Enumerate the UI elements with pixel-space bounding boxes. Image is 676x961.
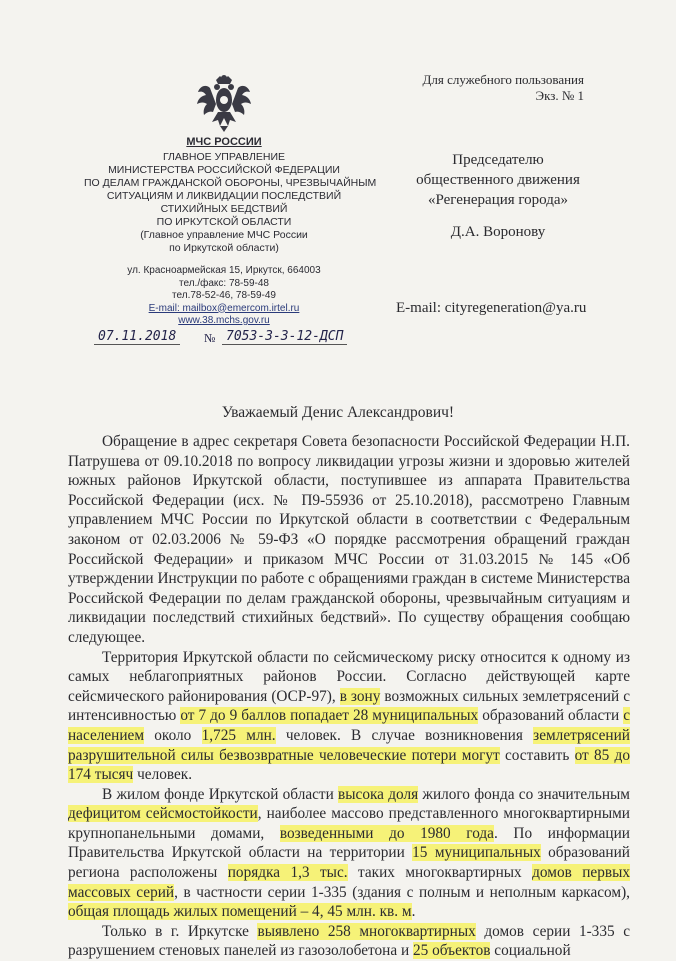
- classification-mark: [423, 72, 584, 104]
- copy-number: Экз. № 1: [535, 88, 584, 103]
- letterhead-website: www.38.mchs.gov.ru: [178, 315, 270, 326]
- highlighted-text: землетрясений разрушительной силы безвозвратные человеческие потери могут: [68, 726, 630, 764]
- text-run: жилого фонда со значительным: [418, 785, 630, 803]
- text-run: составить: [499, 746, 575, 764]
- highlighted-text: домов первых массовых серий: [68, 864, 631, 901]
- text-run: .: [411, 903, 416, 921]
- letterhead-line: ПО ДЕЛАМ ГРАЖДАНСКОЙ ОБОРОНЫ, ЧРЕЗВЫЧАЙНЫМ: [84, 177, 377, 189]
- text-run: В жилом фонде Иркутской области: [102, 785, 339, 803]
- recipient-email: E-mail: cityregeneration@ya.ru: [396, 300, 587, 316]
- text-run: Территория Иркутской области по сейсмическому риску относится к одному из самых неблагоприятных районов России. Согласно действующей карте сейсмического районирования (ОСР-97),: [68, 648, 630, 705]
- recipient-name: Д.А. Воронову: [450, 224, 546, 240]
- text-run: , в частности серии 1-335 (здания с полным и неполным каркасом),: [174, 883, 630, 901]
- highlighted-text: 15 муниципальных: [412, 844, 541, 862]
- reference-number: 7053-3-3-12-ДСП: [222, 329, 347, 345]
- recipient-line: общественного движения: [416, 172, 580, 188]
- text-run: таких многоквартирных: [347, 864, 533, 882]
- text-run: образований области: [478, 707, 624, 725]
- double-headed-eagle-emblem-icon: [194, 70, 254, 134]
- highlighted-text: общая площадь жилых помещений – 4, 45 млн. кв. м: [68, 903, 412, 921]
- greeting: Уважаемый Денис Александрович!: [221, 404, 455, 421]
- letterhead-line: ГЛАВНОЕ УПРАВЛЕНИЕ: [162, 151, 286, 163]
- highlighted-text: дефицитом сейсмостойкости: [68, 805, 258, 823]
- text-run: человек. В случае возникновения: [275, 726, 534, 744]
- text-run: домов серии 1-335 с разрушением стеновых панелей из газозолобетона и: [68, 922, 630, 960]
- recipient-line: «Регенерация города»: [427, 192, 569, 208]
- text-run: человек.: [133, 766, 193, 784]
- reference-line: [94, 329, 394, 351]
- text-run: около: [144, 726, 202, 744]
- text-run: социальной: [490, 942, 571, 960]
- highlighted-text: высока доля: [338, 785, 419, 803]
- text-run: Обращение в адрес секретаря Совета безопасности Российской Федерации Н.П. Патрушева от 09.10.2018 по вопросу ликвидации угрозы жизни и здоровью жителей южных районов Иркутской области, поступившее из аппарата Правительства Российской Федерации (исх. № П9-55936 от 25.10.2018), рассмотрено Главным управлением МЧС России по Иркутской области в соответствии с Федеральным законом от 02.03.2006 № 59-ФЗ «О порядке рассмотрения обращений граждан Российской Федерации» и приказом МЧС России от 31.03.2015 № 145 «Об утверждении Инструкции по работе с обращениями граждан в системе Министерства Российской Федерации по делам гражданской обороны, чрезвычайным ситуациям и ликвидации последствий стихийных бедствий». По существу обращения сообщаю следующее.: [68, 433, 630, 646]
- letterhead-phone-fax: тел./факс: 78-59-48: [179, 277, 269, 289]
- highlighted-text: от 7 до 9 баллов попадает 28 муниципальных: [180, 707, 479, 725]
- letter-body: [68, 432, 630, 961]
- letterhead-line: МИНИСТЕРСТВА РОССИЙСКОЙ ФЕДЕРАЦИИ: [108, 164, 340, 176]
- text-run: возможных сильных землетрясений с интенсивностью: [68, 687, 630, 725]
- classification-line: Для служебного пользования: [422, 72, 584, 87]
- text-run: , наиболее массово представленного многоквартирными крупнопанельными домами,: [68, 805, 630, 842]
- org-short-name: МЧС РОССИИ: [186, 136, 262, 148]
- text-run: образований региона расположены: [68, 844, 630, 882]
- paragraph-2: [68, 648, 630, 785]
- highlighted-text: с населением: [68, 707, 630, 744]
- highlighted-text: от 85 до 174 тысяч: [68, 746, 630, 784]
- letterhead-phones: тел.78-52-46, 78-59-49: [172, 290, 276, 301]
- letterhead-line: по Иркутской области): [169, 242, 279, 254]
- recipient-block: [398, 150, 598, 210]
- text-run: Только в г. Иркутске: [102, 922, 258, 940]
- paragraph-3: [68, 785, 630, 922]
- highlighted-text: выявлено 258 многоквартирных: [257, 922, 476, 940]
- highlighted-text: порядка 1,3 тыс.: [227, 864, 348, 882]
- highlighted-text: 25 объектов: [412, 942, 491, 960]
- letterhead-email: E-mail: mailbox@emercom.irtel.ru: [148, 302, 300, 314]
- recipient-line: Председателю: [452, 152, 544, 168]
- letterhead-contacts: [84, 265, 364, 328]
- number-sign: №: [204, 331, 216, 345]
- letterhead-line: (Главное управление МЧС России: [140, 229, 308, 241]
- paragraph-1: [68, 432, 630, 648]
- highlighted-text: в зону: [339, 687, 381, 705]
- reference-date: 07.11.2018: [94, 329, 180, 345]
- text-run: . По информации Правительства Иркутской области на территории: [68, 824, 630, 862]
- letterhead-line: ПО ИРКУТСКОЙ ОБЛАСТИ: [156, 216, 292, 228]
- letterhead-line: СИТУАЦИЯМ И ЛИКВИДАЦИИ ПОСЛЕДСТВИЙ: [106, 190, 342, 202]
- letterhead-address: ул. Красноармейская 15, Иркутск, 664003: [127, 265, 321, 276]
- letterhead-line: СТИХИЙНЫХ БЕДСТВИЙ: [160, 203, 288, 215]
- letterhead: [84, 70, 377, 328]
- highlighted-text: возведенными до 1980 года: [279, 824, 494, 842]
- paragraph-4: [68, 922, 630, 961]
- highlighted-text: 1,725 млн.: [201, 726, 276, 744]
